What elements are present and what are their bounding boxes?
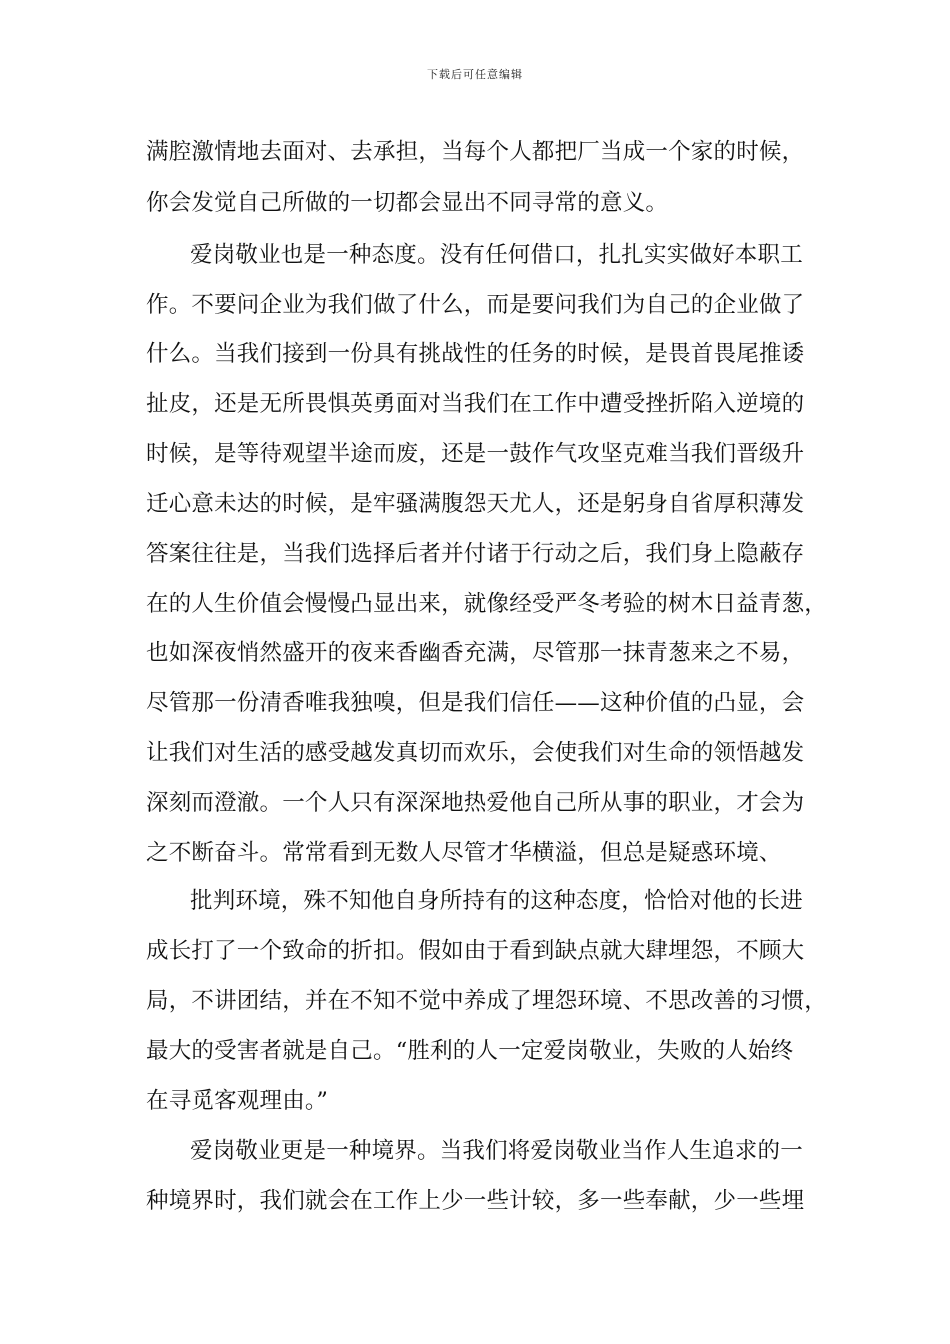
text-line: 你会发觉自己所做的一切都会显出不同寻常的意义。 (146, 190, 669, 216)
text-line: 深刻而澄澈。一个人只有深深地热爱他自己所从事的职业，才会为 (146, 790, 805, 816)
text-line: 局，不讲团结，并在不知不觉中养成了埋怨环境、不思改善的习惯， (146, 988, 828, 1014)
text-line: 尽管那一份清香唯我独嗅，但是我们信任——这种价值的凸显，会 (146, 690, 805, 716)
text-line: 最大的受害者就是自己。“胜利的人一定爱岗敬业，失败的人始终 (146, 1038, 794, 1064)
text-line: 扯皮，还是无所畏惧英勇面对当我们在工作中遭受挫折陷入逆境的 (146, 391, 805, 417)
page-header: 下载后可任意编辑 (427, 68, 523, 81)
text-line: 在的人生价值会慢慢凸显出来，就像经受严冬考验的树木日益青葱， (146, 591, 828, 617)
text-line: 迁心意未达的时候，是牢骚满腹怨天尤人，还是躬身自省厚积薄发 (146, 491, 805, 517)
text-line: 时候，是等待观望半途而废，还是一鼓作气攻坚克难当我们晋级升 (146, 441, 805, 467)
text-line: 爱岗敬业也是一种态度。没有任何借口，扎扎实实做好本职工 (190, 242, 803, 268)
text-line: 爱岗敬业更是一种境界。当我们将爱岗敬业当作人生追求的一 (190, 1138, 803, 1164)
text-line: 满腔激情地去面对、去承担，当每个人都把厂当成一个家的时候， (146, 139, 805, 165)
text-line: 什么。当我们接到一份具有挑战性的任务的时候，是畏首畏尾推诿 (146, 341, 805, 367)
text-line: 种境界时，我们就会在工作上少一些计较，多一些奉献，少一些埋 (146, 1188, 805, 1214)
text-line: 之不断奋斗。常常看到无数人尽管才华横溢，但总是疑惑环境、 (146, 840, 782, 866)
text-line: 成长打了一个致命的折扣。假如由于看到缺点就大肆埋怨，不顾大 (146, 938, 805, 964)
text-line: 答案往往是，当我们选择后者并付诸于行动之后，我们身上隐蔽存 (146, 541, 805, 567)
text-line: 批判环境，殊不知他自身所持有的这种态度，恰恰对他的长进 (190, 888, 803, 914)
text-line: 在寻觅客观理由。” (146, 1088, 329, 1114)
text-line: 也如深夜悄然盛开的夜来香幽香充满，尽管那一抹青葱来之不易， (146, 640, 805, 666)
text-line: 让我们对生活的感受越发真切而欢乐，会使我们对生命的领悟越发 (146, 740, 805, 766)
text-line: 作。不要问企业为我们做了什么，而是要问我们为自己的企业做了 (146, 292, 805, 318)
